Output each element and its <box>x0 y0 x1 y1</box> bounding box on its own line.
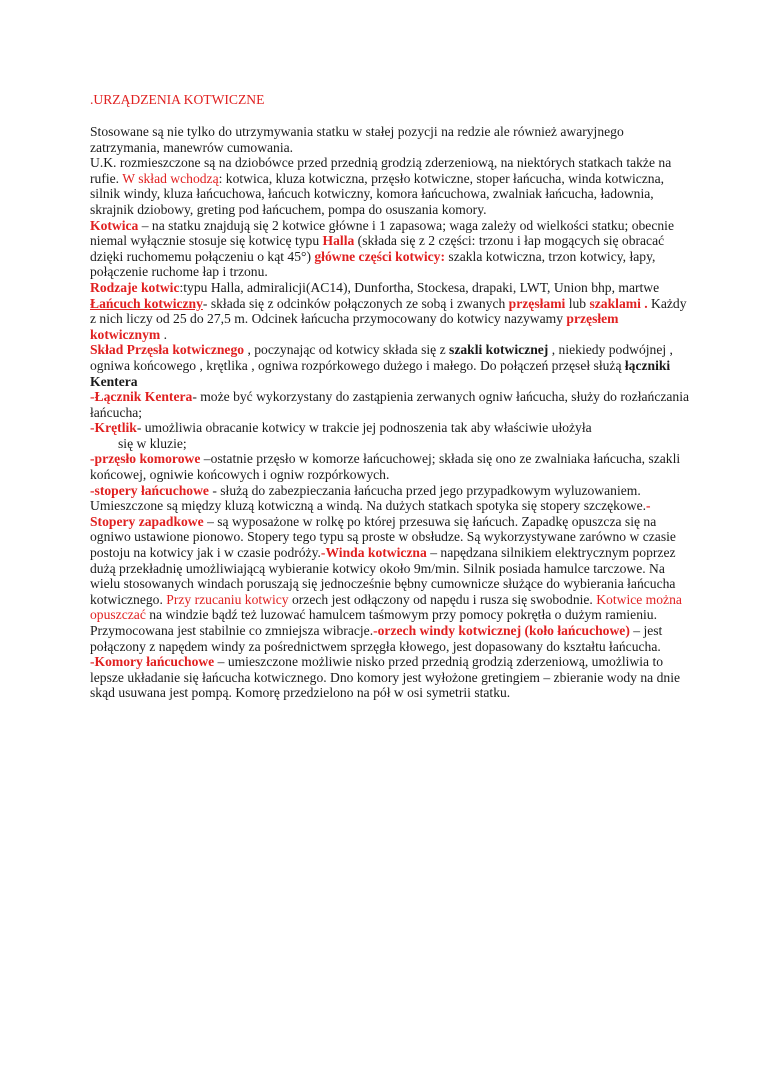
text-run: - umożliwia obracanie kotwicy w trakcie jej podnoszenia tak aby właściwie ułożyła <box>136 420 592 436</box>
text-run: . <box>160 326 168 342</box>
highlight-term: Kotwica <box>90 217 139 233</box>
paragraph-sklad <box>90 342 690 389</box>
text-run: U.K. rozmieszczone są na dziobówce przed przednią grodzią zderzeniową, na niektórych statkach także na rufie. <box>90 155 672 186</box>
highlight-term: -Komory łańcuchowe <box>90 654 215 670</box>
page-title: .URZĄDZENIA KOTWICZNE <box>90 92 265 107</box>
text-run: :typu Halla, admiralicji(AC14), Dunfortha, Stockesa, drapaki, LWT, Union bhp, martwe <box>179 279 660 295</box>
highlight-term: -Winda kotwiczna <box>320 545 427 561</box>
text-run: – jest połączony z napędem windy za pośrednictwem sprzęgła kłowego, jest dopasowany do kształtu łańcucha. <box>90 623 663 654</box>
highlight-term: przęsłem kotwicznym <box>90 311 619 342</box>
highlight-term: główne części kotwicy: <box>314 248 445 264</box>
highlight-term: Skład Przęsła kotwicznego <box>90 342 245 358</box>
bold-term: łączniki Kentera <box>90 357 671 389</box>
paragraph-kretlik <box>90 420 690 451</box>
text-run: –ostatnie przęsło w komorze łańcuchowej; składa się ono ze zwalniaka łańcucha, szakli końcowej, ogniwie końcowych i ogniw rozpórkowych. <box>90 451 681 483</box>
highlight-text: Kotwice można opuszczać <box>90 591 682 623</box>
paragraph-komory <box>90 654 690 701</box>
text-run: – na statku znajdują się 2 kotwice główne i 1 zapasowa; waga zależy od wielkości statku; obecnie niemal wyłącznie stosuje się kotwicę typu <box>90 217 674 249</box>
paragraph-kotwica <box>90 218 690 280</box>
text-run: - może być wykorzystany do zastąpienia zerwanych ogniw łańcucha, służy do rozłańczania łańcucha; <box>90 389 690 420</box>
text-run: - składa się z odcinków połączonych ze sobą i zwanych <box>202 295 509 311</box>
paragraph-lacznik <box>90 389 690 420</box>
text-run: się w kluzie; <box>118 435 187 451</box>
highlight-term: -Łącznik Kentera <box>90 389 193 405</box>
text-run: , poczynając od kotwicy składa się z <box>244 342 450 358</box>
text-run: – umieszczone możliwie nisko przed przednią grodzią zderzeniową, umożliwia to lepsze układanie się łańcucha kotwicznego. Dno komory jest wyłożone gretingiem – zbieranie wody na dnie skąd usuwana jest pompą. Komorę przedzielono na pół w osi symetrii statku. <box>90 654 681 701</box>
text-run: : kotwica, kluza kotwiczna, przęsło kotwiczne, stoper łańcucha, winda kotwiczna, silnik windy, kluza łańcuchowa, łańcuch kotwiczny, komora łańcuchowa, zwalniak łańcucha, ładownia, skrajnik dziobowy, greting pod łańcuchem, pompa do osuszania komory. <box>90 170 665 217</box>
text-run: Każdy z nich liczy od 25 do 27,5 m. Odcinek łańcucha przymocowany do kotwicy nazywamy <box>90 295 687 327</box>
paragraph-przeslo-komorowe <box>90 451 690 482</box>
paragraph-lancuch <box>90 296 690 343</box>
text-run: , niekiedy podwójnej , ogniwa końcowego , krętlika , ogniwa rozpórkowego dużego i małego. Do połączeń przęseł służą <box>90 342 673 373</box>
paragraph-stopery <box>90 483 690 655</box>
text-run: (składa się z 2 części: trzonu i łap mogących się obracać dzięki ruchomemu połączeniu o kąt 45°) <box>90 233 665 264</box>
text-run: Stosowane są nie tylko do utrzymywania statku w stałej pozycji na redzie ale również awaryjnego zatrzymania, manewrów cumowania. <box>90 124 624 155</box>
highlight-term: -przęsło komorowe <box>90 451 201 467</box>
paragraph-intro <box>90 124 690 155</box>
text-run: orzech jest odłączony od napędu i rusza się swobodnie. <box>288 591 597 607</box>
paragraph-location <box>90 155 690 217</box>
highlight-term: -stopery łańcuchowe <box>90 482 209 498</box>
highlight-term: -Krętlik <box>90 420 137 436</box>
highlight-term: -Stopery zapadkowe <box>90 498 651 529</box>
highlight-term: szaklami . <box>589 295 648 311</box>
paragraph-rodzaje <box>90 280 690 296</box>
bold-term: szakli kotwicznej <box>449 342 549 358</box>
highlight-term: Łańcuch kotwiczny <box>90 295 203 311</box>
text-run: – są wyposażone w rolkę po której przesuwa się łańcuch. Zapadkę opuszcza się na ogniwo ustawione pionowo. Stopery tego typu są proste w obsłudze. Są wykorzystywane zarówno w czasie postoju na kotwicy jak i w czasie podróży. <box>90 513 676 561</box>
highlight-term: Halla <box>322 233 355 249</box>
text-run: - służą do zabezpieczania łańcucha przed jego przypadkowym wyluzowaniem. Umieszczone są między kluzą kotwiczną a windą. Na dużych statkach spotyka się stopery szczękowe. <box>90 482 647 514</box>
highlight-term: Rodzaje kotwic <box>90 279 180 295</box>
highlight-term: -orzech windy kotwicznej (koło łańcuchowe) <box>373 623 630 638</box>
text-run: szakla kotwiczna, trzon kotwicy, łapy, połączenie ruchome łap i trzonu. <box>90 248 656 280</box>
text-run: – napędzana silnikiem elektrycznym poprzez dużą przekładnię umożliwiającą wybieranie kotwicy około 9m/min. Silnik posiada hamulce tarczowe. Na wielu stosowanych windach poruszają się jednocześnie bębny cumownicze służące do wybierania łańcucha kotwicznego. <box>90 545 676 607</box>
text-run: lub <box>565 295 590 311</box>
highlight-text: W skład wchodzą <box>122 170 219 186</box>
text-run: na windzie bądź też luzować hamulcem taśmowym przy pomocy pokrętła o dużym ramieniu. Przymocowana jest stabilnie co zmniejsza wibracje. <box>90 607 657 638</box>
highlight-term: przęsłami <box>508 295 566 311</box>
highlight-text: Przy rzucaniu kotwicy <box>166 591 289 607</box>
document-body <box>90 124 690 701</box>
